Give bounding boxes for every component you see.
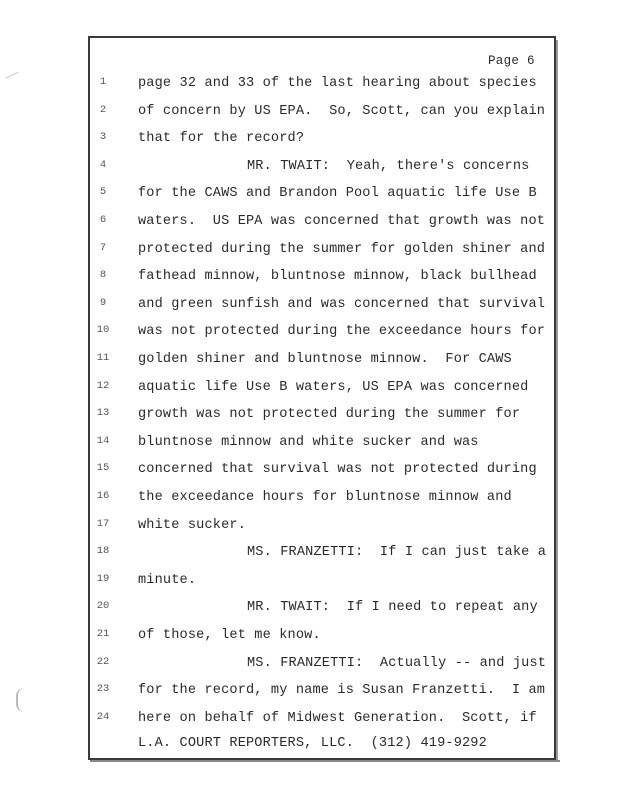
transcript-line (0, 184, 618, 204)
transcript-line (0, 488, 618, 508)
transcript-line (0, 516, 618, 536)
line-number: 15 (96, 462, 110, 475)
line-text: MR. TWAIT: Yeah, there's concerns (247, 158, 530, 174)
line-number: 24 (96, 710, 110, 723)
line-text: for the record, my name is Susan Franzetti. I am (138, 683, 546, 699)
line-number: 12 (96, 379, 110, 392)
line-number: 11 (96, 352, 110, 364)
line-text: page 32 and 33 of the last hearing about species (138, 76, 537, 91)
line-number: 21 (96, 628, 110, 640)
line-number: 1 (99, 76, 107, 88)
page-number-label: Page 6 (488, 54, 535, 68)
line-number: 23 (96, 683, 110, 696)
transcript-line (0, 626, 618, 646)
line-text: of concern by US EPA. So, Scott, can you explain (138, 103, 546, 119)
transcript-line (0, 433, 618, 453)
line-number: 9 (99, 296, 107, 309)
page-shadow-bottom (90, 760, 560, 762)
transcript-line (0, 267, 618, 287)
line-text: golden shiner and bluntnose minnow. For CAWS (138, 352, 512, 367)
line-text: aquatic life Use B waters, US EPA was concerned (138, 379, 529, 395)
transcript-line (0, 654, 618, 674)
line-text: protected during the summer for golden shiner and (138, 241, 546, 257)
line-text: white sucker. (138, 517, 246, 533)
line-text: was not protected during the exceedance hours for (138, 324, 546, 340)
transcript-line (0, 240, 618, 260)
line-number: 10 (96, 324, 110, 337)
line-number: 18 (96, 545, 110, 558)
line-text: growth was not protected during the summer for (138, 407, 521, 423)
line-number: 6 (99, 214, 107, 226)
transcript-line (0, 571, 618, 591)
line-text: minute. (138, 572, 197, 588)
line-number: 17 (96, 517, 110, 530)
transcript-line (0, 460, 618, 480)
line-number: 16 (96, 490, 110, 502)
transcript-line (0, 350, 618, 370)
line-text: of those, let me know. (138, 628, 321, 643)
line-text: fathead minnow, bluntnose minnow, black bullhead (138, 269, 537, 285)
line-number: 5 (99, 186, 107, 199)
transcript-line (0, 295, 618, 315)
line-text: for the CAWS and Brandon Pool aquatic life Use B (138, 186, 537, 202)
line-number: 2 (99, 103, 107, 116)
line-text: and green sunfish and was concerned that survival (138, 296, 546, 312)
transcript-line (0, 129, 618, 149)
transcript-line (0, 405, 618, 425)
line-number: 4 (99, 158, 107, 171)
line-text: concerned that survival was not protected during (138, 462, 537, 478)
line-number: 3 (99, 131, 107, 144)
line-text: waters. US EPA was concerned that growth was not (138, 214, 546, 229)
line-number: 8 (99, 269, 107, 282)
line-text: the exceedance hours for bluntnose minnow and (138, 490, 512, 505)
line-number: 22 (96, 655, 110, 668)
transcript-line (0, 681, 618, 701)
line-number: 19 (96, 572, 110, 585)
transcript-line (0, 709, 618, 729)
line-number: 13 (96, 407, 110, 420)
transcript-line (0, 74, 618, 94)
line-number: 14 (96, 434, 110, 447)
line-text: here on behalf of Midwest Generation. Scott, if (138, 710, 537, 726)
line-number: 7 (99, 241, 107, 254)
line-text: MS. FRANZETTI: Actually -- and just (247, 655, 547, 671)
line-text: MS. FRANZETTI: If I can just take a (247, 545, 547, 561)
transcript-line (0, 543, 618, 563)
transcript-line (0, 598, 618, 618)
line-text: that for the record? (138, 131, 305, 147)
transcript-line (0, 102, 618, 122)
transcript-line (0, 157, 618, 177)
transcript-line (0, 212, 618, 232)
transcript-line (0, 322, 618, 342)
line-text: bluntnose minnow and white sucker and was (138, 434, 479, 450)
line-text: MR. TWAIT: If I need to repeat any (247, 600, 538, 616)
line-number: 20 (96, 600, 110, 613)
transcript-line (0, 378, 618, 398)
court-reporter-footer: L.A. COURT REPORTERS, LLC. (312) 419-9292 (138, 736, 487, 751)
